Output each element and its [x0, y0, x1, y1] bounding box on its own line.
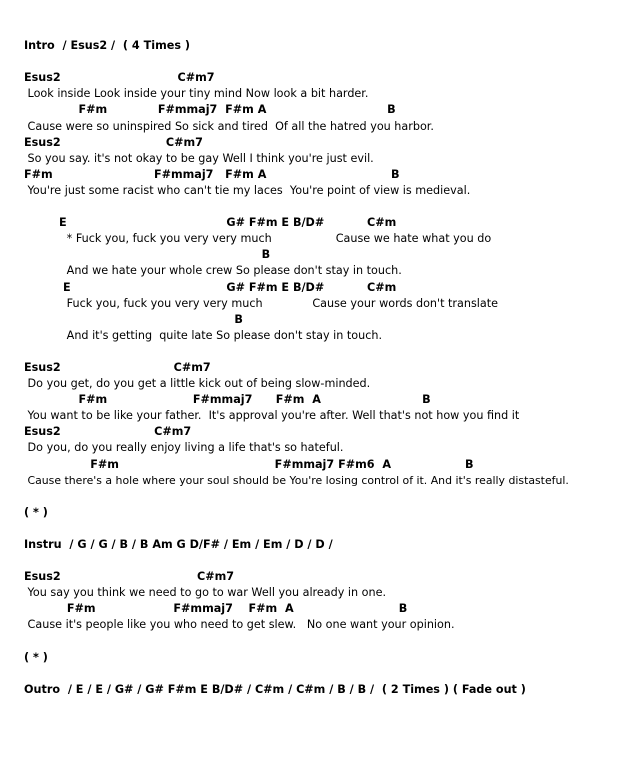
lyric-line: Do you get, do you get a little kick out of being slow-minded.	[24, 377, 371, 390]
lyric-line: Cause it's people like you who need to get slew. No one want your opinion.	[24, 618, 455, 631]
chord-line: Esus2 C#m7	[24, 570, 235, 583]
lyric-line: Look inside Look inside your tiny mind Now look a bit harder.	[24, 87, 369, 100]
lyric-line: Cause were so uninspired So sick and tired Of all the hatred you harbor.	[24, 120, 434, 133]
chorus-repeat-marker: ( * )	[24, 506, 48, 519]
chorus-repeat-marker: ( * )	[24, 651, 48, 664]
chord-line: Esus2 C#m7	[24, 425, 192, 438]
chord-line: F#m F#mmaj7 F#m A B	[24, 103, 396, 116]
lyric-line: So you say. it's not okay to be gay Well I think you're just evil.	[24, 152, 374, 165]
chord-line: B	[24, 313, 243, 326]
chord-line: F#m F#mmaj7 F#m6 A B	[24, 458, 474, 471]
instrumental-line: Instru / G / G / B / B Am G D/F# / Em / Em / D / D /	[24, 538, 333, 551]
lyric-line: You're just some racist who can't tie my laces You're point of view is medieval.	[24, 184, 471, 197]
lyric-line: Do you, do you really enjoy living a life that's so hateful.	[24, 441, 344, 454]
lyric-line: And we hate your whole crew So please don't stay in touch.	[24, 264, 402, 277]
lyric-line: You want to be like your father. It's approval you're after. Well that's not how you find it	[24, 409, 520, 422]
outro-line: Outro / E / E / G# / G# F#m E B/D# / C#m / C#m / B / B / ( 2 Times ) ( Fade out )	[24, 683, 526, 696]
chord-line: E G# F#m E B/D# C#m	[24, 281, 397, 294]
lyric-line: And it's getting quite late So please don't stay in touch.	[24, 329, 383, 342]
lyric-line: Cause there's a hole where your soul should be You're losing control of it. And it's really distasteful.	[24, 474, 569, 487]
lyric-line: You say you think we need to go to war Well you already in one.	[24, 586, 387, 599]
chord-line: F#m F#mmaj7 F#m A B	[24, 393, 431, 406]
lyric-line: * Fuck you, fuck you very very much Cause we hate what you do	[24, 232, 492, 245]
chord-line: Esus2 C#m7	[24, 136, 203, 149]
lyric-line: Fuck you, fuck you very very much Cause your words don't translate	[24, 297, 499, 310]
intro-line: Intro / Esus2 / ( 4 Times )	[24, 39, 190, 52]
chord-line: Esus2 C#m7	[24, 71, 215, 84]
chord-line: E G# F#m E B/D# C#m	[24, 216, 397, 229]
chord-line: F#m F#mmaj7 F#m A B	[24, 168, 400, 181]
chord-line: Esus2 C#m7	[24, 361, 211, 374]
chord-line: B	[24, 248, 271, 261]
chord-line: F#m F#mmaj7 F#m A B	[24, 602, 408, 615]
